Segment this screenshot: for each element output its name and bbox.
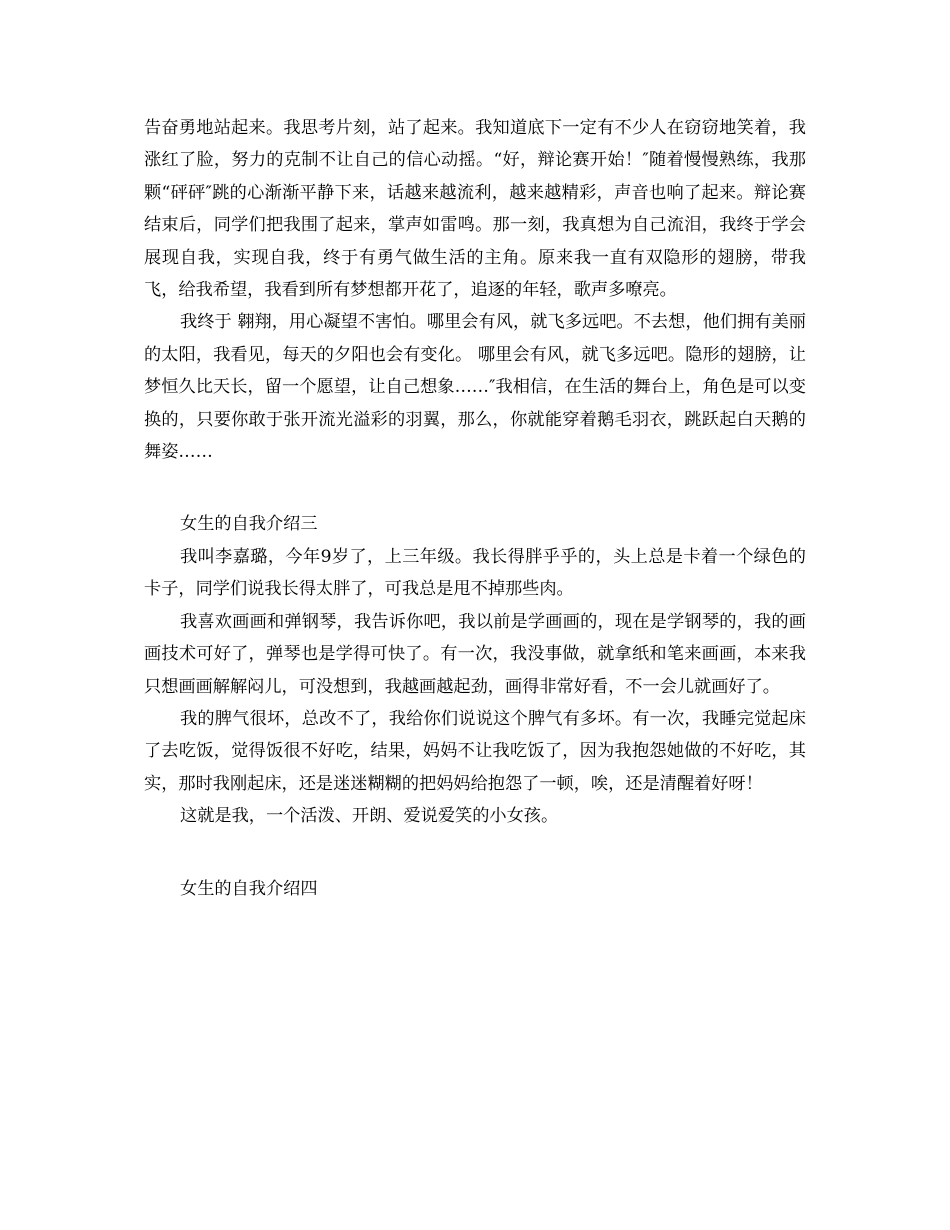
paragraph-debate-continued: 告奋勇地站起来。我思考片刻，站了起来。我知道底下一定有不少人在窃窃地笑着，我涨红了脸，努力的克制不让自己的信心动摇。“好，辩论赛开始！″随着慢慢熟练，我那颗“砰砰″跳的心渐渐平静下来，话越来越流利，越来越精彩，声音也响了起来。辩论赛结束后，同学们把我围了起来，掌声如雷鸣。那一刻，我真想为自己流泪，我终于学会展现自我，实现自我，终于有勇气做生活的主角。原来我一直有双隐形的翅膀，带我飞，给我希望，我看到所有梦想都开花了，追逐的年轻，歌声多嘹亮。 xyxy=(144,118,806,301)
paragraph-temper: 我的脾气很坏，总改不了，我给你们说说这个脾气有多坏。有一次，我睡完觉起床了去吃饭，觉得饭很不好吃，结果，妈妈不让我吃饭了，因为我抱怨她做的不好吃，其实，那时我刚起床，还是迷迷糊糊的把妈妈给抱怨了一顿，唉，还是清醒着好呀！ xyxy=(144,708,806,794)
paragraph-wings-song: 我终于 翱翔，用心凝望不害怕。哪里会有风，就飞多远吧。不去想，他们拥有美丽的太阳，我看见，每天的夕阳也会有变化。 哪里会有风，就飞多远吧。隐形的翅膀，让梦恒久比天长，留一个愿望，让自己想象……″我相信，在生活的舞台上，角色是可以变换的，只要你敢于张开流光溢彩的羽翼，那么，你就能穿着鹅毛羽衣，跳跃起白天鹅的舞姿…… xyxy=(144,312,806,463)
section-title-four: 女生的自我介绍四 xyxy=(180,878,318,899)
section-title-three: 女生的自我介绍三 xyxy=(180,514,318,535)
paragraph-self-description: 我叫李嘉璐，今年9岁了，上三年级。我长得胖乎乎的，头上总是卡着一个绿色的卡子，同学们说我长得太胖了，可我总是甩不掉那些肉。 xyxy=(144,546,806,600)
paragraph-conclusion: 这就是我，一个活泼、开朗、爱说爱笑的小女孩。 xyxy=(180,806,559,827)
document-page xyxy=(144,112,806,905)
paragraph-hobbies: 我喜欢画画和弹钢琴，我告诉你吧，我以前是学画画的，现在是学钢琴的，我的画画技术可好了，弹琴也是学得可快了。有一次，我没事做，就拿纸和笔来画画，本来我只想画画解解闷儿，可没想到，我越画越起劲，画得非常好看，不一会儿就画好了。 xyxy=(144,611,806,697)
